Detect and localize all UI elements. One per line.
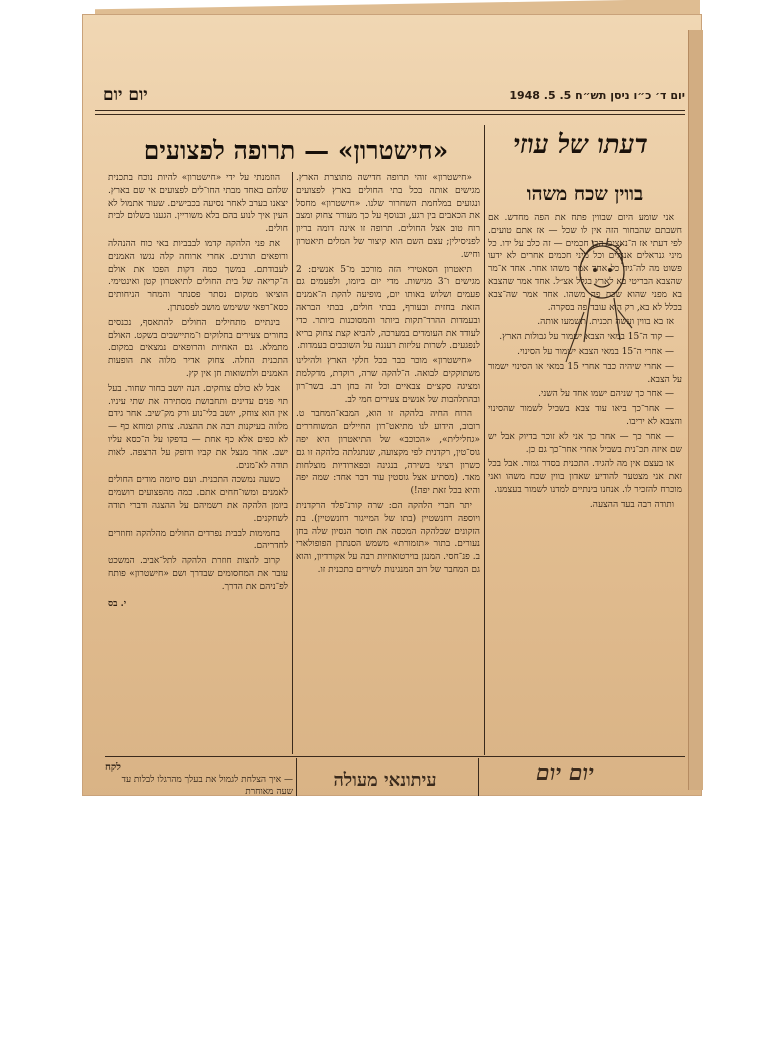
feature-column-b <box>108 172 288 754</box>
bottom-rule <box>105 756 685 757</box>
column-paragraph-9: או בעצם אין מה להגיד. התכנית בסדר גמור. אבל בכל זאת אני מצטער להודיע שאדון בווין שכח משהו ואני מוכרח להזכיר לו. אנחנו בינתיים למדנו לשמור בעצמנו. <box>488 459 682 495</box>
feature-a-paragraph-5: יתר חברי הלהקה הם: שרה קורנ־פלד הרקדנית ויוספה רוזנשטיין (בתו של המייגור רוזנשטיין). בת הזקונים שבלהקה המכסה את חוסר הנסיון שלה בחן נעורים. בתור «תזמורת» משמש הסנתרן הפופולארי ב. פנ־חסי. המנגן בוירטואוזיות רבה על אקורדיון, והוא גם המחבר של רוב המנגינות לשירים בתכנית זו. <box>296 500 480 575</box>
paper-name: יום יום <box>103 85 148 105</box>
column-paragraph-7: — אחר־כך ביאו עוד צבא בשביל לשמור שהסינוי והצבא לא יריבו. <box>488 404 682 427</box>
feature-a-paragraph-4: הרוח החיה בלהקה זו הוא, המבא־המחבר ט. רובוב, הידוע לנו מתיאט־רון החיילים המשוחררים «גחלילית», «הכוכב» של התיאטרון היא יפה גוס־טין, רקדנית לפי מקצועה, שנתגלתה בלהקה זו גם כשרון רציני בשירה, בנגינה ובפארודיות מוצלחות מאד. (מסתיע אצל גוסטין עוד דבר אחד: שמה יפה והיא בכל זאת יפה!) <box>296 409 480 497</box>
feature-b-paragraph-1: הוזמנתי על ידי «חישטרון» להיות נוכח בתכנית שלהם באחד מבתי החו־לים לפצועים אי שם בארץ. יצאנו בערב לאחר נסיעה בכבישים. שעוד אתמול לא העין איך לנוע בהם בלא משוריין. הגענו בשלום לבית חולים. <box>108 173 288 235</box>
column-paragraph-2: אז בא בווין ועשה תכנית. תשמעו אותה. <box>537 317 674 328</box>
footer-logo: יום יום <box>536 760 594 786</box>
column-paragraph-3: — קוד ה־15 במאי הצבא ישמור על גבולות הארץ. <box>499 332 674 343</box>
column-paragraph-4: — אחרי ה־15 במאי הצבא ישמור על הסינוי. <box>517 346 674 357</box>
paper-right-edge <box>688 30 703 790</box>
feature-b-paragraph-2: את פני הלהקה קדמו לבבביות באי כוח ההנהלה ורופאים תורנים. אחרי ארוחה קלה נגשו האמנים לעבודתם. במשך כמה דקות הפכו את אולם ה־קריאה של בית החולים לתיאטרון קטן ואינטימי. הוציאו ממקום נסתר פסנתר והמחר הניחותים כסא־רפאי ששימש מושב לפסנתרן. <box>108 238 288 313</box>
feature-b-paragraph-4: אבל לא כולם צוחקים. הנה יושב בחור שחור. בעל תוי פנים עדינים ותחבושת מסתירה את שתי עיניו. אין הוא צוחק, יושב בלי־נוע ורק מק־שיב. אחר גידם מלווה בעיקנות רבה את ההצגה. צוחק ומוחא כף — לא כפים אלא כף אחת — בדפקו על ה־כסא עליו ישב. אחר מנצל את קביו ודופק על הרצפה. לאות תודה לא־מנים. <box>108 383 288 471</box>
footer-title: עיתונאי מעולה <box>333 770 437 791</box>
column-paragraph-6: — אחר כך שניהם ישמו אחד על השני. <box>538 389 674 400</box>
issue-date: יום ד׳ כ״ו ניסן תש״ח 5. 5. 1948 <box>509 89 685 102</box>
footer-snippet-text: — איך הצלחת לגמול את בעלך מהרגלו לבלות עד שעה מאוחרת <box>121 775 293 797</box>
feature-a-paragraph-1: «חישטרון» זוהי תרופה חדישה מתוצרת הארץ. מגישים אותה בכל בתי החולים בארץ לפצועים ונגועים במלחמת השחרור שלנו. «חישטרון» מחסל את הכאבים בין רגע, ובנוסף על כך מעורר צחוק ומצב רוח טוב אצל החולים. תרופה זו אינה דומה בריון לפניסילין; עצם השם הוא קיצור של המלים תיאטרון וחיש. <box>296 173 480 260</box>
column-paragraph-8: — אחר כך — אחר כך אני לא זוכר בדיוק אבל יש שם איזה תכ־נית בשביל אחרי אחר־כך גם כן. <box>488 431 682 455</box>
column-divider-middle <box>292 172 293 754</box>
article-title: בווין שכח משהו <box>526 183 644 205</box>
masthead <box>95 85 685 107</box>
feature-column-a <box>296 172 480 754</box>
masthead-rule <box>95 110 685 111</box>
author-signature: י. בס <box>108 598 127 609</box>
footer-snippet <box>105 762 293 798</box>
feature-b-paragraph-5: כשעה נמשכה התכנית. ועם סיומה מודים החולים לאמנים ומשו־חחים אתם. כמה מהפצועים רושמים ביומן הלהקה את רשמיהם על ההצגה ודברי תודה לשחקנים. <box>108 475 288 524</box>
column-title: דעתו של עוזי <box>513 130 648 160</box>
feature-headline: «חישטרון» — תרופה לפצועים <box>143 136 449 165</box>
feature-a-paragraph-2: תיאטרון הסאטירי הזה מורכב מ־5 אנשים: 2 מגישים ו־3 מגישות. מדי יום ביומו, ולפעמים גם פעמים ושלוש באותו יום, מופיעה להקת ה־אמנים הזאת בחזית ובעורף, בבתי חולים, בבתי הבראה ובעמדות ההרד־תקות ביותר והמסוכנות ביותר. כדי לעודד את העומדים במערכה, להביא קצת צחוק בריא לנפגעים. לשרות עליזות רעננה על השוכבים בעמדות. <box>296 264 480 352</box>
footer-divider-left <box>296 758 297 796</box>
feature-b-paragraph-7: קרוב להצות חוזרת הלהקה לתל־אביב. המשכט עובר את המחסומים שבדרך ושם «חישטרון» פותח לפ־ניהם את הדרך. <box>108 556 288 592</box>
feature-a-paragraph-3: «חישטרון» מוכר כבר בכל חלקי הארץ ולהילינו משתוקקים לבואה. ה־להקה שרה, רוקדת, מדקלמת ומציגה סקצ׳ים צבאיים וכל זה בחן רב. בשר־רון ובהתלהבות של אנשים צעירים חמי לב. <box>296 356 480 405</box>
column-paragraph-1: אני שומע היום שבווין פתח את הפה מחדש. אם חשבתם שהבחור הזה אין לו שכל — אז אתם טועים. לפי דעתי אז ה־נאצים הכי חכמים — זה כלב על ידו. כל מיני גנראלים אנגלים וכל מיני חכמים אחרים לא ידעו פשוט מה לה־גיד כל אחד אמר משהו אחר. אחד א־מר שהצבא הבריטי בא לארץ בגלל אצ״ל. אחד אמר שהצבא בא מפני שהוא שכח פה משהו. אחד אמר שה־צבא בכלל לא בא, רק הוא עובד פה בסקרה. <box>488 213 682 313</box>
column-paragraph-5: — אחרי שיהיה כבר אחרי 15 במאי או הסינוי ישמור על הצבא. <box>488 361 682 385</box>
feature-b-paragraph-6: בחמימות לבבית נפרדים החולים מהלהקה וחוזרים לחדריהם. <box>108 528 288 552</box>
column-body <box>488 212 682 747</box>
column-paragraph-10: ותודה רבה בעד ההצעה. <box>589 499 674 510</box>
feature-b-paragraph-3: בינתיים מתחילים החולים להתאסף, נכנסים בחורים צעירים בחלוקים ו־מתיישבים בשקט. האולם מתמלא. גם האחיות והרופאים נמצאים במקום. התכנית החלה. צחוק אדיר מלוה את הופעות האמנים ולתשואות חן אין קץ. <box>108 317 288 379</box>
masthead-rule-thin <box>95 114 685 115</box>
column-divider-right <box>484 125 485 755</box>
footer-snippet-label: לקח <box>105 762 121 773</box>
footer-divider-right <box>478 758 479 796</box>
